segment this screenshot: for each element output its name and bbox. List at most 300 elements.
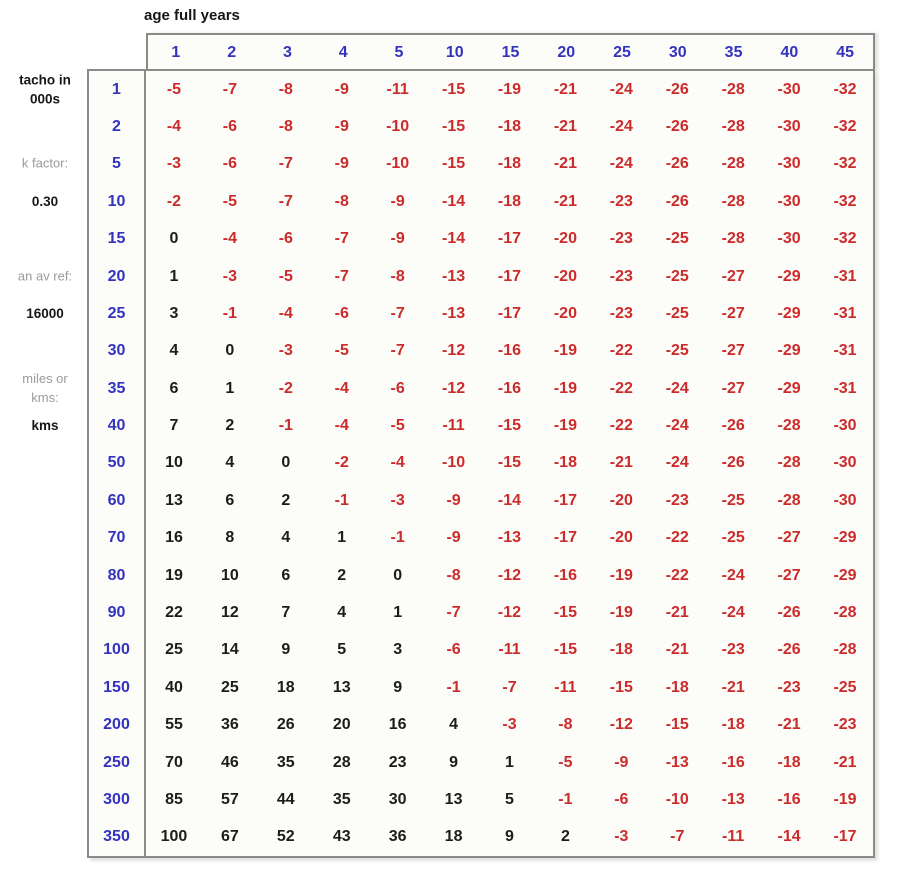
table-cell: -22 bbox=[665, 566, 689, 584]
table-cell: -31 bbox=[833, 304, 857, 322]
table-cell: -21 bbox=[777, 716, 801, 734]
table-cell: -15 bbox=[442, 155, 466, 173]
column-axis-title: age full years bbox=[144, 7, 240, 24]
table-cell: -8 bbox=[558, 716, 573, 734]
table-cell: 13 bbox=[332, 678, 351, 696]
table-cell: -21 bbox=[665, 641, 689, 659]
table-cell: -7 bbox=[390, 342, 405, 360]
table-cell: -21 bbox=[833, 753, 857, 771]
table-cell: -32 bbox=[833, 155, 857, 173]
side-label bbox=[0, 70, 90, 109]
row-header: 300 bbox=[89, 781, 146, 818]
table-cell: -20 bbox=[609, 491, 633, 509]
table-cell: -29 bbox=[777, 342, 801, 360]
column-header: 2 bbox=[227, 44, 237, 61]
table-cell: 46 bbox=[220, 753, 239, 771]
table-cell: -9 bbox=[390, 192, 405, 210]
table-cell: -1 bbox=[334, 491, 349, 509]
table-cell: 9 bbox=[449, 753, 459, 771]
table-cell: -15 bbox=[553, 641, 577, 659]
table-cell: -24 bbox=[665, 417, 689, 435]
table-cell: -28 bbox=[721, 155, 745, 173]
side-label-line: kms: bbox=[31, 389, 59, 405]
table-cell: -14 bbox=[442, 192, 466, 210]
table-cell: -31 bbox=[833, 267, 857, 285]
table-cell: -14 bbox=[442, 230, 466, 248]
table-cell: -7 bbox=[334, 267, 349, 285]
table-cell: -15 bbox=[609, 678, 633, 696]
table-cell: -27 bbox=[721, 267, 745, 285]
table-cell: 4 bbox=[449, 716, 459, 734]
table-cell: -4 bbox=[278, 304, 293, 322]
table-cell: -21 bbox=[553, 118, 577, 136]
table-cell: -25 bbox=[833, 678, 857, 696]
table-cell: -23 bbox=[609, 230, 633, 248]
table-cell: 9 bbox=[281, 641, 291, 659]
table-cell: -29 bbox=[777, 304, 801, 322]
table-cell: -3 bbox=[166, 155, 182, 173]
table-cell: 13 bbox=[444, 790, 463, 808]
side-label-line: kms bbox=[31, 418, 59, 434]
side-label-line: an av ref: bbox=[17, 268, 73, 284]
table-cell: -11 bbox=[386, 80, 409, 98]
table-cell: -15 bbox=[442, 80, 466, 98]
column-header: 20 bbox=[557, 44, 576, 61]
table-cell: -30 bbox=[833, 454, 857, 472]
table-cell: 25 bbox=[165, 641, 183, 659]
table-cell: -23 bbox=[665, 491, 689, 509]
table-cell: -26 bbox=[777, 604, 801, 622]
table-cell: -31 bbox=[833, 342, 857, 360]
table-cell: 30 bbox=[388, 790, 407, 808]
table-cell: 28 bbox=[332, 753, 351, 771]
row-header: 200 bbox=[89, 706, 146, 743]
table-cell: -28 bbox=[777, 417, 801, 435]
table-cell: -19 bbox=[497, 80, 522, 98]
side-label-line: miles or bbox=[22, 370, 68, 386]
column-header: 15 bbox=[501, 44, 520, 61]
table-cell: -26 bbox=[665, 192, 689, 210]
table-cell: -3 bbox=[390, 491, 405, 509]
table-cell: -27 bbox=[721, 304, 745, 322]
table-cell: -14 bbox=[497, 491, 522, 509]
row-header: 2 bbox=[89, 108, 146, 145]
table-cell: -26 bbox=[721, 454, 745, 472]
table-cell: -8 bbox=[278, 80, 293, 98]
table-cell: -3 bbox=[222, 267, 237, 285]
table-cell: 4 bbox=[281, 529, 291, 547]
table-cell: -11 bbox=[498, 641, 521, 659]
table-cell: -7 bbox=[334, 230, 349, 248]
table-cell: 9 bbox=[393, 678, 403, 696]
table-cell: 2 bbox=[337, 566, 347, 584]
table-cell: -18 bbox=[721, 716, 745, 734]
table-cell: -30 bbox=[777, 192, 801, 210]
table-cell: -13 bbox=[442, 267, 466, 285]
table-cell: -8 bbox=[390, 267, 405, 285]
table-cell: -29 bbox=[777, 379, 801, 397]
row-header: 15 bbox=[89, 221, 146, 258]
table-cell: -26 bbox=[721, 417, 745, 435]
table-cell: -8 bbox=[334, 192, 349, 210]
table-cell: -20 bbox=[609, 529, 633, 547]
table-cell: -16 bbox=[497, 379, 522, 397]
table-cell: -6 bbox=[222, 155, 237, 173]
table-cell: 7 bbox=[169, 417, 179, 435]
table-cell: -32 bbox=[833, 192, 857, 210]
table-cell: -32 bbox=[833, 80, 857, 98]
table-cell: -28 bbox=[777, 454, 801, 472]
table-cell: -25 bbox=[665, 304, 689, 322]
table-cell: 14 bbox=[220, 641, 239, 659]
table-cell: -28 bbox=[777, 491, 801, 509]
table-cell: 19 bbox=[165, 566, 183, 584]
table-cell: 6 bbox=[225, 491, 235, 509]
table-cell: 70 bbox=[165, 753, 183, 771]
table-cell: -10 bbox=[386, 155, 410, 173]
table-cell: 3 bbox=[393, 641, 403, 659]
table-cell: -21 bbox=[553, 155, 577, 173]
row-header: 25 bbox=[89, 295, 146, 332]
table-cell: -23 bbox=[777, 678, 801, 696]
table-cell: 57 bbox=[220, 790, 239, 808]
table-cell: -32 bbox=[833, 118, 857, 136]
side-label bbox=[0, 416, 90, 436]
table-cell: -18 bbox=[777, 753, 801, 771]
table-cell: 1 bbox=[505, 753, 514, 771]
table-cell: -5 bbox=[558, 753, 573, 771]
table-cell: -19 bbox=[609, 604, 633, 622]
table-cell: -7 bbox=[278, 192, 293, 210]
table-cell: -9 bbox=[334, 80, 349, 98]
table-cell: -22 bbox=[609, 417, 633, 435]
table-cell: -18 bbox=[609, 641, 633, 659]
table-cell: -21 bbox=[553, 80, 577, 98]
column-header: 5 bbox=[394, 44, 404, 61]
table-cell: -12 bbox=[442, 379, 466, 397]
table-cell: -24 bbox=[721, 604, 745, 622]
table-cell: -17 bbox=[497, 267, 522, 285]
side-label bbox=[0, 192, 90, 212]
table-cell: -15 bbox=[553, 604, 577, 622]
table-cell: -5 bbox=[278, 267, 293, 285]
table-cell: 25 bbox=[220, 678, 239, 696]
table-cell: -24 bbox=[609, 155, 633, 173]
table-cell: -6 bbox=[278, 230, 293, 248]
table-cell: -30 bbox=[777, 80, 801, 98]
column-header: 30 bbox=[668, 44, 687, 61]
table-cell: 55 bbox=[165, 716, 183, 734]
table-cell: -19 bbox=[553, 379, 577, 397]
table-cell: -25 bbox=[665, 230, 689, 248]
table-cell: -17 bbox=[553, 529, 577, 547]
table-cell: -17 bbox=[497, 304, 522, 322]
table-cell: 3 bbox=[169, 304, 179, 322]
table-cell: 52 bbox=[276, 828, 295, 846]
row-header: 40 bbox=[89, 407, 146, 444]
table-cell: -8 bbox=[446, 566, 461, 584]
column-header: 10 bbox=[445, 44, 464, 61]
table-cell: -24 bbox=[721, 566, 745, 584]
table-cell: 5 bbox=[337, 641, 347, 659]
table-cell: -7 bbox=[390, 304, 405, 322]
table-cell: -7 bbox=[278, 155, 293, 173]
table-cell: -23 bbox=[609, 267, 633, 285]
row-header: 20 bbox=[89, 258, 146, 295]
column-header: 4 bbox=[338, 44, 348, 61]
table-cell: -7 bbox=[222, 80, 237, 98]
table-cell: -3 bbox=[502, 716, 517, 734]
side-label-line: tacho in bbox=[19, 72, 71, 88]
table-cell: -25 bbox=[721, 491, 745, 509]
data-grid bbox=[87, 69, 875, 858]
table-cell: -26 bbox=[665, 118, 689, 136]
side-label bbox=[0, 304, 90, 324]
table-cell: -7 bbox=[446, 604, 461, 622]
table-cell: 1 bbox=[337, 529, 347, 547]
table-cell: -3 bbox=[278, 342, 293, 360]
table-cell: -18 bbox=[665, 678, 689, 696]
table-cell: -11 bbox=[722, 828, 745, 846]
side-label-line: k factor: bbox=[21, 156, 69, 172]
column-header: 3 bbox=[282, 44, 292, 61]
table-cell: -5 bbox=[334, 342, 349, 360]
table-cell: -19 bbox=[609, 566, 633, 584]
table-cell: 0 bbox=[225, 342, 235, 360]
table-cell: -9 bbox=[334, 155, 349, 173]
table-cell: 100 bbox=[160, 828, 188, 846]
table-cell: 1 bbox=[393, 604, 403, 622]
table-cell: -12 bbox=[497, 566, 522, 584]
table-cell: 35 bbox=[332, 790, 351, 808]
table-cell: -26 bbox=[777, 641, 801, 659]
table-cell: -19 bbox=[553, 417, 577, 435]
table-cell: -4 bbox=[334, 379, 349, 397]
table-cell: -27 bbox=[777, 529, 801, 547]
table-cell: 10 bbox=[220, 566, 239, 584]
column-header: 1 bbox=[171, 44, 181, 61]
row-header: 1 bbox=[89, 71, 146, 108]
table-cell: 2 bbox=[225, 417, 235, 435]
table-cell: -23 bbox=[721, 641, 745, 659]
table-cell: 0 bbox=[281, 454, 291, 472]
table-cell: -12 bbox=[609, 716, 633, 734]
table-cell: 13 bbox=[165, 491, 183, 509]
row-header: 50 bbox=[89, 445, 146, 482]
table-cell: -22 bbox=[609, 379, 633, 397]
table-cell: -9 bbox=[446, 491, 461, 509]
table-cell: -28 bbox=[833, 641, 857, 659]
table-cell: -9 bbox=[334, 118, 349, 136]
table-cell: -14 bbox=[777, 828, 801, 846]
table-cell: 0 bbox=[393, 566, 403, 584]
table-cell: -26 bbox=[665, 155, 689, 173]
table-cell: -10 bbox=[665, 790, 689, 808]
table-cell: -5 bbox=[222, 192, 237, 210]
table-cell: -20 bbox=[553, 267, 577, 285]
table-cell: 5 bbox=[505, 790, 514, 808]
table-cell: -3 bbox=[614, 828, 629, 846]
table-cell: 6 bbox=[169, 379, 179, 397]
side-gutter bbox=[0, 0, 90, 893]
table-cell: -21 bbox=[665, 604, 689, 622]
table-cell: -21 bbox=[721, 678, 745, 696]
table-cell: -10 bbox=[442, 454, 466, 472]
table-cell: -20 bbox=[553, 304, 577, 322]
table-cell: -16 bbox=[777, 790, 801, 808]
table-cell: -27 bbox=[721, 379, 745, 397]
table-cell: -22 bbox=[665, 529, 689, 547]
table-cell: -28 bbox=[721, 230, 745, 248]
table-cell: -13 bbox=[442, 304, 466, 322]
table-cell: -28 bbox=[721, 80, 745, 98]
table-cell: -23 bbox=[833, 716, 857, 734]
table-cell: -18 bbox=[553, 454, 577, 472]
table-cell: -8 bbox=[278, 118, 293, 136]
row-header: 90 bbox=[89, 594, 146, 631]
table-cell: -9 bbox=[446, 529, 461, 547]
row-header: 10 bbox=[89, 183, 146, 220]
table-cell: -29 bbox=[833, 566, 857, 584]
table-cell: -23 bbox=[609, 192, 633, 210]
table-cell: -31 bbox=[833, 379, 857, 397]
table-cell: -22 bbox=[609, 342, 633, 360]
table-cell: -15 bbox=[497, 454, 522, 472]
table-cell: -6 bbox=[614, 790, 629, 808]
table-cell: -18 bbox=[497, 155, 522, 173]
row-header: 100 bbox=[89, 632, 146, 669]
table-cell: 0 bbox=[169, 230, 179, 248]
table-cell: -13 bbox=[721, 790, 745, 808]
table-cell: -4 bbox=[222, 230, 237, 248]
table-cell: -6 bbox=[390, 379, 405, 397]
table-cell: -27 bbox=[777, 566, 801, 584]
table-cell: 85 bbox=[165, 790, 183, 808]
table-cell: 36 bbox=[220, 716, 239, 734]
side-label-line: 000s bbox=[29, 91, 61, 107]
table-cell: -1 bbox=[278, 417, 293, 435]
table-cell: 44 bbox=[276, 790, 295, 808]
table-cell: -21 bbox=[553, 192, 577, 210]
table-cell: -1 bbox=[390, 529, 405, 547]
table-cell: -21 bbox=[609, 454, 633, 472]
side-label bbox=[0, 267, 90, 286]
table-cell: 1 bbox=[169, 267, 179, 285]
table-cell: 35 bbox=[276, 753, 295, 771]
side-label bbox=[0, 370, 90, 408]
table-cell: 1 bbox=[225, 379, 235, 397]
table-cell: -1 bbox=[222, 304, 237, 322]
table-cell: -28 bbox=[833, 604, 857, 622]
row-header: 70 bbox=[89, 520, 146, 557]
side-label bbox=[0, 155, 90, 174]
table-cell: -10 bbox=[386, 118, 410, 136]
side-label-line: 16000 bbox=[26, 306, 64, 322]
table-cell: -23 bbox=[609, 304, 633, 322]
table-cell: -18 bbox=[497, 118, 522, 136]
table-cell: 40 bbox=[165, 678, 183, 696]
table-cell: -24 bbox=[665, 379, 689, 397]
table-cell: -30 bbox=[777, 230, 801, 248]
table-cell: 9 bbox=[505, 828, 514, 846]
table-cell: -24 bbox=[609, 118, 633, 136]
table-cell: -16 bbox=[721, 753, 745, 771]
table-cell: -30 bbox=[833, 417, 857, 435]
table-cell: -19 bbox=[833, 790, 857, 808]
table-cell: -30 bbox=[777, 118, 801, 136]
table-cell: -25 bbox=[721, 529, 745, 547]
table-cell: -17 bbox=[553, 491, 577, 509]
table-cell: 18 bbox=[444, 828, 463, 846]
table-cell: -25 bbox=[665, 267, 689, 285]
table-cell: -7 bbox=[670, 828, 685, 846]
row-header: 5 bbox=[89, 146, 146, 183]
table-cell: -9 bbox=[390, 230, 405, 248]
table-cell: -2 bbox=[278, 379, 293, 397]
table-cell: -29 bbox=[833, 529, 857, 547]
table-cell: -11 bbox=[554, 678, 577, 696]
table-cell: 22 bbox=[165, 604, 183, 622]
table-cell: -30 bbox=[833, 491, 857, 509]
table-cell: 4 bbox=[225, 454, 235, 472]
table-cell: 26 bbox=[276, 716, 295, 734]
table-cell: 2 bbox=[560, 828, 570, 846]
row-header: 35 bbox=[89, 370, 146, 407]
table-cell: -28 bbox=[721, 118, 745, 136]
table-cell: 20 bbox=[332, 716, 351, 734]
row-header: 60 bbox=[89, 482, 146, 519]
table-cell: -16 bbox=[497, 342, 522, 360]
table-cell: -13 bbox=[497, 529, 522, 547]
table-cell: -7 bbox=[502, 678, 517, 696]
table-cell: 67 bbox=[220, 828, 239, 846]
table-cell: -12 bbox=[442, 342, 466, 360]
table-cell: -25 bbox=[665, 342, 689, 360]
table-cell: 4 bbox=[337, 604, 347, 622]
column-header: 45 bbox=[836, 44, 854, 61]
table-cell: -17 bbox=[497, 230, 522, 248]
table-cell: -4 bbox=[166, 118, 182, 136]
table-cell: -9 bbox=[614, 753, 629, 771]
table-cell: -28 bbox=[721, 192, 745, 210]
row-header: 80 bbox=[89, 557, 146, 594]
row-header: 30 bbox=[89, 333, 146, 370]
table-cell: -6 bbox=[222, 118, 237, 136]
table-cell: -2 bbox=[166, 192, 182, 210]
table-cell: -11 bbox=[442, 417, 465, 435]
row-header: 250 bbox=[89, 744, 146, 781]
table-cell: -24 bbox=[665, 454, 689, 472]
table-cell: 12 bbox=[220, 604, 239, 622]
column-header: 40 bbox=[780, 44, 799, 61]
table-cell: -26 bbox=[665, 80, 689, 98]
table-cell: 2 bbox=[281, 491, 291, 509]
table-cell: -12 bbox=[497, 604, 522, 622]
table-cell: -6 bbox=[334, 304, 349, 322]
table-cell: 8 bbox=[225, 529, 235, 547]
table-cell: -32 bbox=[833, 230, 857, 248]
row-header: 350 bbox=[89, 819, 146, 856]
table-cell: -15 bbox=[442, 118, 466, 136]
table-cell: -15 bbox=[665, 716, 689, 734]
table-cell: -17 bbox=[833, 828, 857, 846]
table-cell: -13 bbox=[665, 753, 689, 771]
table-cell: -16 bbox=[553, 566, 577, 584]
table-cell: -30 bbox=[777, 155, 801, 173]
column-header: 25 bbox=[613, 44, 631, 61]
table-cell: -4 bbox=[390, 454, 405, 472]
table-cell: -5 bbox=[166, 80, 182, 98]
